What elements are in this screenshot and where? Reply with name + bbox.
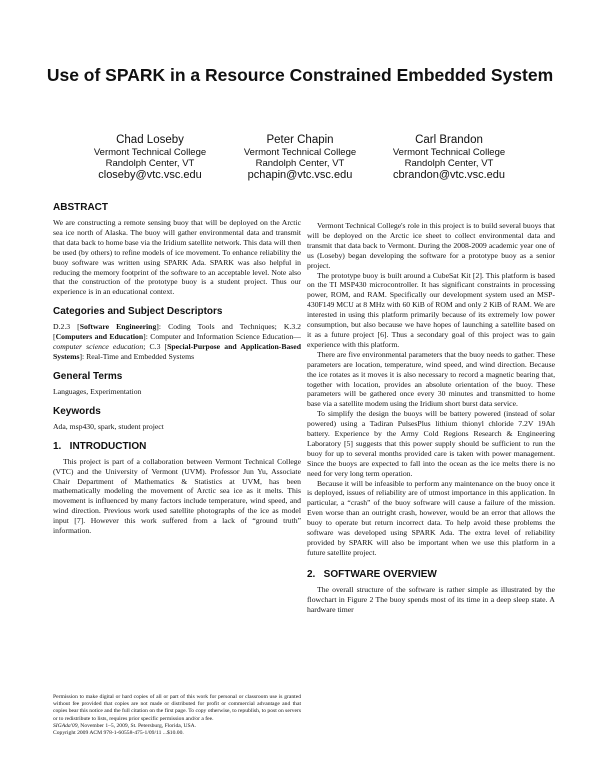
author-name: Carl Brandon [415, 134, 483, 146]
body-paragraph: The prototype buoy is built around a CubeSat Kit [2]. This platform is based on the TI MSP430 microcontroller. It has significant constraints in processing power, ROM, and RAM. Specifically our development system used an MSP-430F149 MCU at 8 MHz with 60 KiB of ROM and only 2 KiB of RAM. We are interested in using this platform primarily because of its extremely low power consumption, but also because we have hopes of launching a satellite based on it as a future project [6]. Thus a secondary goal of this project was to gain experience with this platform. [307, 270, 555, 349]
body-paragraph: Vermont Technical College's role in this project is to build several buoys that will be deployed on the Arctic ice sheet to collect environmental data and transmit that data back to Vermont. During the 2008-2009 academic year one of us (Loseby) began developing the software for a prototype buoy as a senior project. [307, 221, 555, 270]
author-email: cbrandon@vtc.vsc.edu [392, 169, 506, 181]
introduction-text: This project is part of a collaboration between Vermont Technical College (VTC) and the University of Vermont (UVM). Professor Jun Yu, Associate Chair Department of Mathematics & Statistics at UVM, has been mathematically modeling the movement of Arctic sea ice as it melts. This movement is influenced by many factors include temperature, wind speed, and wind direction. Previous work used satellite photographs of the ice as model input [7]. However this work suffered from a lack of “ground truth” information. [53, 456, 301, 536]
author-affiliation: Vermont Technical College [392, 147, 506, 158]
software-overview-heading: 2. SOFTWARE OVERVIEW [307, 568, 437, 580]
author-email: pchapin@vtc.vsc.edu [247, 169, 353, 181]
paper-title: Use of SPARK in a Resource Constrained Embedded System [46, 65, 554, 85]
body-paragraph: Because it will be infeasible to perform any maintenance on the buoy once it is deployed, issues of reliability are of utmost importance in this application. In particular, a “crash” of the buoy software will cause a failure of the mission. Even worse than an outright crash, however, would be an error that allows the buoy to operate but return incorrect data. To help avoid these problems the software was developed using SPARK Ada. The extra level of reliability provided by SPARK will also be important when we use this platform in a future satellite project. [307, 478, 555, 557]
abstract-heading: ABSTRACT [53, 202, 108, 213]
author-name: Chad Loseby [116, 134, 184, 146]
categories-text: D.2.3 [Software Engineering]: Coding Tools and Techniques; K.3.2 [Computers and Education]: Computer and Information Science Education—computer science education; C.3 [Special-Purpose and Application-Based Systems]: Real-Time and Embedded Systems [53, 322, 301, 361]
author-affiliation: Vermont Technical College [93, 147, 207, 158]
abstract-text: We are constructing a remote sensing buoy that will be deployed on the Arctic sea ice north of Alaska. The buoy will gather environmental data and transmit that data back to home base via the Iridium satellite network. This data will then be used (by others) to refine models of ice movement. To enhance reliability the buoy software was written using SPARK Ada. SPARK was also helpful in reducing the memory footprint of the software to an acceptable level. Note also that the construction of the prototype buoy is a student project. Thus our experience is in an educational context. [53, 218, 301, 297]
permission-text: Permission to make digital or hard copies of all or part of this work for personal or classroom use is granted without fee provided that copies are not made or distributed for profit or commercial advantage and that copies bear this notice and the full citation on the first page. To copy otherwise, to republish, to post on servers or to redistribute to lists, requires prior specific permission and/or a fee. [53, 694, 301, 722]
author-location: Randolph Center, VT [404, 158, 494, 169]
keywords-heading: Keywords [53, 405, 101, 417]
author-affiliation: Vermont Technical College [243, 147, 357, 158]
body-paragraph: The overall structure of the software is rather simple as illustrated by the flowchart in Figure 2 The buoy spends most of its time in a deep sleep state. A hardware timer [307, 584, 555, 614]
categories-heading: Categories and Subject Descriptors [53, 306, 223, 318]
author-3 [359, 133, 539, 182]
body-paragraph: To simplify the design the buoys will be battery powered (instead of solar powered) using a Tadiran PulsesPlus lithium thionyl chloride 7.2V 19Ah battery. Experience by the Army Cold Regions Research & Engineering Laboratory [5] suggests that this power supply should be sufficient to run the buoy for up to several months provided care is taken with power management. Since the buoys are expected to fall into the ocean as the ice melts there is no need for very long term operation. [307, 409, 555, 478]
conference-info: SIGAda'09, November 1–5, 2009, St. Petersburg, Florida, USA. [53, 722, 197, 729]
body-paragraph: There are five environmental parameters that the buoy needs to gather. These parameters are location, temperature, wind speed, and wind direction. Because the ice rotates as it moves it is also necessary to record a magnetic bearing that, together with location, provides an absolute orientation of the buoy. These parameters will be gathered once every 30 minutes and transmitted to home base via a satellite modem using the Iridium short burst data service. [307, 349, 555, 409]
permission-notice [53, 694, 301, 737]
right-column [307, 221, 555, 615]
copyright-line: Copyright 2009 ACM 978-1-60558-475-1/09/11 ...$10.00. [53, 730, 184, 737]
author-location: Randolph Center, VT [105, 158, 195, 169]
left-column [53, 201, 301, 536]
author-name: Peter Chapin [266, 134, 334, 146]
keywords-text: Ada, msp430, spark, student project [53, 421, 164, 431]
general-terms-heading: General Terms [53, 370, 123, 382]
author-location: Randolph Center, VT [255, 158, 345, 169]
introduction-heading: 1. INTRODUCTION [53, 440, 147, 452]
author-email: closeby@vtc.vsc.edu [98, 169, 202, 181]
general-terms-text: Languages, Experimentation [53, 386, 142, 396]
